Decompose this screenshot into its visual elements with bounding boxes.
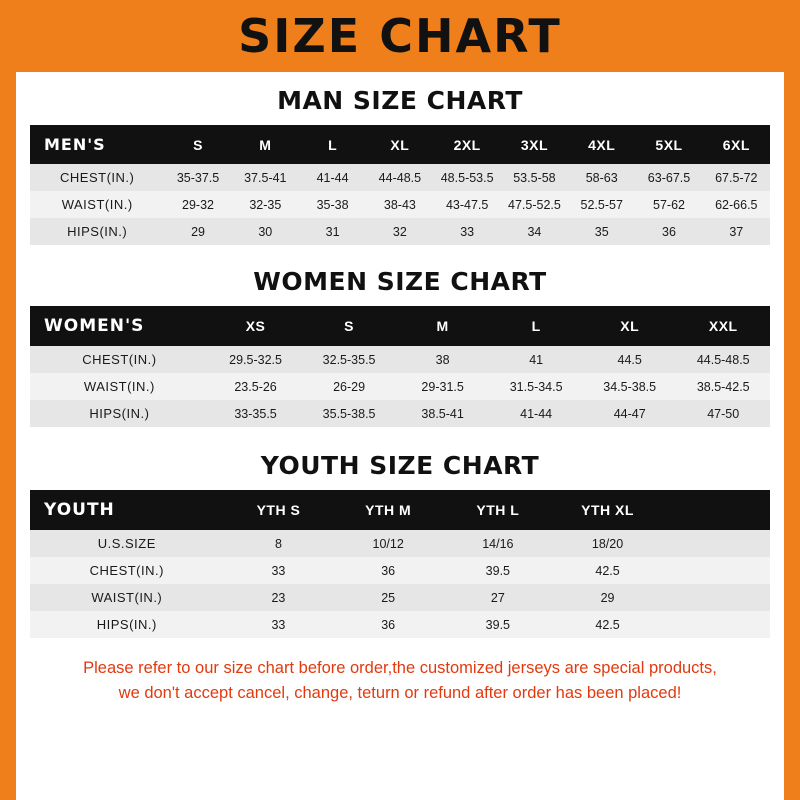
women-waist-s: 26-29: [302, 373, 396, 400]
man-section-title: MAN SIZE CHART: [277, 86, 523, 115]
man-chest-m: 37.5-41: [232, 164, 299, 191]
women-row-waist-label: WAIST(IN.): [30, 373, 209, 400]
youth-waist-m: 25: [333, 584, 443, 611]
women-hips-xs: 33-35.5: [209, 400, 303, 427]
youth-chest-s: 33: [224, 557, 334, 584]
man-waist-xl: 38-43: [366, 191, 433, 218]
women-waist-l: 31.5-34.5: [489, 373, 583, 400]
youth-header-spacer: [662, 490, 770, 530]
footer-note-line-2: we don't accept cancel, change, teturn or refund after order has been placed!: [118, 683, 682, 702]
table-row: [30, 346, 770, 373]
man-header-5xl: 5XL: [635, 125, 702, 164]
table-row: [30, 191, 770, 218]
man-table-body: [30, 164, 770, 245]
youth-ussize-xl: 18/20: [553, 530, 663, 557]
table-row: [30, 611, 770, 638]
man-waist-6xl: 62-66.5: [703, 191, 770, 218]
women-header-xl: XL: [583, 306, 677, 346]
women-hips-xl: 44-47: [583, 400, 677, 427]
women-hips-m: 38.5-41: [396, 400, 490, 427]
banner: [16, 0, 784, 72]
man-waist-2xl: 43-47.5: [434, 191, 501, 218]
man-hips-s: 29: [164, 218, 231, 245]
man-chest-l: 41-44: [299, 164, 366, 191]
women-table-head: [30, 306, 770, 346]
man-chest-5xl: 63-67.5: [635, 164, 702, 191]
youth-hips-s: 33: [224, 611, 334, 638]
man-header-label: MEN'S: [30, 125, 164, 164]
table-row: [30, 530, 770, 557]
women-section-title: WOMEN SIZE CHART: [253, 267, 547, 296]
man-header-4xl: 4XL: [568, 125, 635, 164]
youth-section-title: YOUTH SIZE CHART: [260, 451, 540, 480]
women-chest-xl: 44.5: [583, 346, 677, 373]
man-header-6xl: 6XL: [703, 125, 770, 164]
page-title: SIZE CHART: [238, 9, 562, 63]
table-row: [30, 164, 770, 191]
man-row-waist-label: WAIST(IN.): [30, 191, 164, 218]
man-waist-4xl: 52.5-57: [568, 191, 635, 218]
women-chest-xxl: 44.5-48.5: [676, 346, 770, 373]
youth-hips-m: 36: [333, 611, 443, 638]
youth-chest-l: 39.5: [443, 557, 553, 584]
women-chest-s: 32.5-35.5: [302, 346, 396, 373]
man-hips-5xl: 36: [635, 218, 702, 245]
youth-size-table: [30, 490, 770, 638]
youth-header-s: YTH S: [224, 490, 334, 530]
youth-ussize-spacer: [662, 530, 770, 557]
youth-row-hips-label: HIPS(IN.): [30, 611, 224, 638]
youth-hips-spacer: [662, 611, 770, 638]
table-row: [30, 373, 770, 400]
youth-table-body: [30, 530, 770, 638]
youth-row-waist-label: WAIST(IN.): [30, 584, 224, 611]
man-hips-2xl: 33: [434, 218, 501, 245]
youth-waist-l: 27: [443, 584, 553, 611]
women-row-hips-label: HIPS(IN.): [30, 400, 209, 427]
youth-chest-xl: 42.5: [553, 557, 663, 584]
youth-waist-spacer: [662, 584, 770, 611]
man-row-chest-label: CHEST(IN.): [30, 164, 164, 191]
youth-waist-s: 23: [224, 584, 334, 611]
women-header-label: WOMEN'S: [30, 306, 209, 346]
man-waist-l: 35-38: [299, 191, 366, 218]
women-size-table: [30, 306, 770, 427]
youth-hips-l: 39.5: [443, 611, 553, 638]
man-waist-m: 32-35: [232, 191, 299, 218]
women-chest-m: 38: [396, 346, 490, 373]
women-waist-m: 29-31.5: [396, 373, 490, 400]
youth-row-ussize-label: U.S.SIZE: [30, 530, 224, 557]
man-hips-3xl: 34: [501, 218, 568, 245]
women-waist-xxl: 38.5-42.5: [676, 373, 770, 400]
women-hips-s: 35.5-38.5: [302, 400, 396, 427]
man-chest-2xl: 48.5-53.5: [434, 164, 501, 191]
youth-ussize-m: 10/12: [333, 530, 443, 557]
man-waist-3xl: 47.5-52.5: [501, 191, 568, 218]
footer-note: [30, 656, 770, 706]
man-waist-s: 29-32: [164, 191, 231, 218]
women-row-chest-label: CHEST(IN.): [30, 346, 209, 373]
women-header-l: L: [489, 306, 583, 346]
man-header-xl: XL: [366, 125, 433, 164]
footer-note-line-1: Please refer to our size chart before order,the customized jerseys are special products,: [83, 659, 717, 677]
man-hips-l: 31: [299, 218, 366, 245]
table-row: [30, 218, 770, 245]
youth-header-label: YOUTH: [30, 490, 224, 530]
women-hips-xxl: 47-50: [676, 400, 770, 427]
man-chest-s: 35-37.5: [164, 164, 231, 191]
man-chest-xl: 44-48.5: [366, 164, 433, 191]
man-header-s: S: [164, 125, 231, 164]
youth-header-l: YTH L: [443, 490, 553, 530]
women-header-xs: XS: [209, 306, 303, 346]
youth-waist-xl: 29: [553, 584, 663, 611]
man-chest-6xl: 67.5-72: [703, 164, 770, 191]
youth-chest-m: 36: [333, 557, 443, 584]
women-waist-xs: 23.5-26: [209, 373, 303, 400]
women-hips-l: 41-44: [489, 400, 583, 427]
man-header-3xl: 3XL: [501, 125, 568, 164]
table-row: [30, 557, 770, 584]
youth-row-chest-label: CHEST(IN.): [30, 557, 224, 584]
man-hips-m: 30: [232, 218, 299, 245]
women-header-xxl: XXL: [676, 306, 770, 346]
table-header-row: [30, 125, 770, 164]
man-row-hips-label: HIPS(IN.): [30, 218, 164, 245]
youth-header-xl: YTH XL: [553, 490, 663, 530]
women-waist-xl: 34.5-38.5: [583, 373, 677, 400]
man-size-table: [30, 125, 770, 245]
youth-hips-xl: 42.5: [553, 611, 663, 638]
content: [16, 86, 784, 706]
table-row: [30, 584, 770, 611]
women-header-m: M: [396, 306, 490, 346]
women-chest-xs: 29.5-32.5: [209, 346, 303, 373]
youth-chest-spacer: [662, 557, 770, 584]
youth-header-m: YTH M: [333, 490, 443, 530]
women-chest-l: 41: [489, 346, 583, 373]
man-hips-6xl: 37: [703, 218, 770, 245]
women-header-s: S: [302, 306, 396, 346]
man-waist-5xl: 57-62: [635, 191, 702, 218]
table-header-row: [30, 306, 770, 346]
man-hips-4xl: 35: [568, 218, 635, 245]
man-header-l: L: [299, 125, 366, 164]
man-table-head: [30, 125, 770, 164]
youth-ussize-s: 8: [224, 530, 334, 557]
table-header-row: [30, 490, 770, 530]
youth-ussize-l: 14/16: [443, 530, 553, 557]
man-header-2xl: 2XL: [434, 125, 501, 164]
man-chest-4xl: 58-63: [568, 164, 635, 191]
youth-table-head: [30, 490, 770, 530]
man-chest-3xl: 53.5-58: [501, 164, 568, 191]
man-hips-xl: 32: [366, 218, 433, 245]
table-row: [30, 400, 770, 427]
women-table-body: [30, 346, 770, 427]
man-header-m: M: [232, 125, 299, 164]
